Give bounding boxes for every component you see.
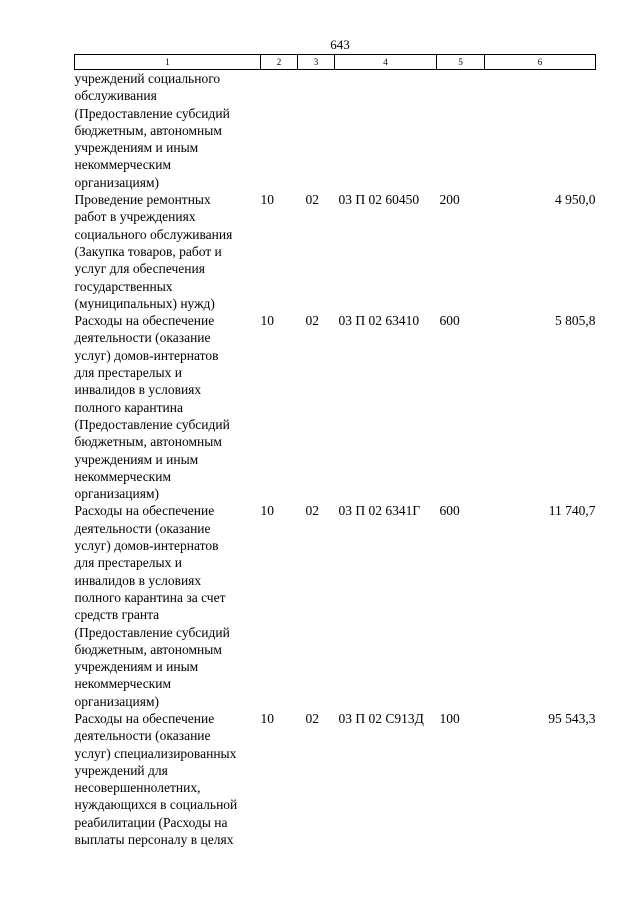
subsection-code: 02 [305,192,319,208]
description-line: инвалидов в условиях [74,382,202,398]
description-line: организациям) [74,174,160,190]
description-line: организациям) [74,693,160,709]
section-code: 10 [260,313,274,329]
description-line: выплаты персоналу в целях [74,832,234,848]
description-line: некоммерческим [74,676,172,692]
description-line: услуг) домов-интернатов [74,538,219,554]
description-line: услуг) специализированных [74,745,237,761]
section-code: 10 [260,503,274,519]
table-body [75,70,596,849]
description-line: Проведение ремонтных [74,192,211,208]
description-line: (Закупка товаров, работ и [74,243,222,259]
expense-type-code: 600 [439,313,460,329]
description-line: деятельности (оказание [74,520,211,536]
row-description [75,710,261,848]
row-description [75,312,261,502]
description-line: бюджетным, автономным [74,641,222,657]
row-description [75,502,261,710]
target-article-code: 03 П 02 60450 [338,192,420,208]
section-code [261,70,298,192]
description-line: учреждений социального [74,71,221,86]
description-line: социального обслуживания [74,226,233,242]
amount-value [485,70,596,192]
description-line: Расходы на обеспечение [74,313,215,329]
description-line: услуг для обеспечения [74,261,205,277]
row-description [75,70,261,192]
column-header: 4 [335,55,437,70]
column-header: 1 [75,55,261,70]
target-article-code [335,70,437,192]
expense-type-code: 600 [439,503,460,519]
row-description [75,191,261,312]
description-line: некоммерческим [74,157,172,173]
column-header: 2 [261,55,298,70]
description-line: учреждений для [74,762,168,778]
target-article-code: 03 П 02 6341Г [338,503,421,519]
description-line: реабилитации (Расходы на [74,814,228,830]
target-article-code: 03 П 02 63410 [338,313,420,329]
section-code: 10 [260,710,274,726]
amount-value: 4 950,0 [555,192,596,208]
table-row [75,710,596,848]
amount-value: 5 805,8 [555,313,596,329]
target-article-code: 03 П 02 С913Д [338,710,424,726]
description-line: бюджетным, автономным [74,122,222,138]
subsection-code [298,70,335,192]
description-line: (Предоставление субсидий [74,624,230,640]
column-number-row [75,55,596,70]
table-row [75,70,596,192]
expense-type-code [437,70,485,192]
amount-value: 11 740,7 [548,503,596,519]
description-line: полного карантина за счет [74,589,226,605]
description-line: услуг) домов-интернатов [74,347,219,363]
page-number: 643 [330,37,350,52]
description-line: учреждениям и иным [74,451,199,467]
description-line: (Предоставление субсидий [74,416,230,432]
column-header: 6 [485,55,596,70]
description-line: средств гранта [74,607,160,623]
description-line: деятельности (оказание [74,330,211,346]
table-row [75,502,596,710]
subsection-code: 02 [305,313,319,329]
expense-type-code: 100 [439,710,460,726]
section-code: 10 [260,192,274,208]
table-header [75,55,596,70]
description-line: некоммерческим [74,468,172,484]
description-line: деятельности (оказание [74,728,211,744]
description-line: несовершеннолетних, [74,780,201,796]
budget-table [74,54,596,848]
description-line: для престарелых и [74,365,182,381]
table-row [75,312,596,502]
description-line: учреждениям и иным [74,140,199,156]
description-line: (Предоставление субсидий [74,105,230,121]
description-line: обслуживания [74,88,157,104]
column-header: 3 [298,55,335,70]
description-line: для престарелых и [74,555,182,571]
description-line: инвалидов в условиях [74,572,202,588]
amount-value: 95 543,3 [548,710,596,726]
description-line: работ в учреждениях [74,209,196,225]
column-header: 5 [437,55,485,70]
expense-type-code: 200 [439,192,460,208]
description-line: организациям) [74,486,160,502]
subsection-code: 02 [305,503,319,519]
description-line: Расходы на обеспечение [74,503,215,519]
description-line: Расходы на обеспечение [74,710,215,726]
description-line: (муниципальных) нужд) [74,295,215,311]
description-line: государственных [74,278,173,294]
description-line: учреждениям и иным [74,659,199,675]
subsection-code: 02 [305,710,319,726]
description-line: полного карантина [74,399,183,415]
description-line: бюджетным, автономным [74,434,222,450]
table-row [75,191,596,312]
description-line: нуждающихся в социальной [74,797,238,813]
